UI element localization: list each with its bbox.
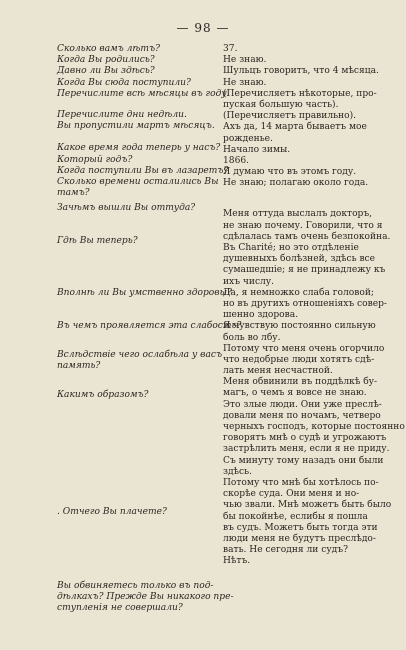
answer-line: Меня оттуда выслалъ докторъ, <box>223 209 373 220</box>
answer-line: застрѣлить меня, если я не приду. <box>223 444 390 455</box>
answer-line: рожденье. <box>223 133 273 144</box>
answer-line: Я чувствую постоянно сильную <box>223 321 376 332</box>
question-line: тамъ? <box>57 188 90 199</box>
answer-line: Ахъ да, 14 марта бываетъ мое <box>223 122 367 133</box>
question-line: ступленія не совершали? <box>57 603 183 614</box>
answers-column <box>223 44 405 567</box>
answer-line: (Перечисляетъ нѣкоторые, про- <box>223 88 377 99</box>
answer-line: Потому что мнѣ бы хотѣлось по- <box>223 477 379 488</box>
answer-line: шенно здорова. <box>223 310 299 321</box>
answer-line: Да, я немножко слаба головой; <box>223 287 374 298</box>
answer-line: ихъ числу. <box>223 276 275 287</box>
answer-line: Потому что меня очень огорчило <box>223 343 385 354</box>
answer-line: магъ, о чемъ я вовсе не знаю. <box>223 388 367 399</box>
question-line: Давно ли Вы здѣсь? <box>57 66 155 77</box>
answer-line: что недобрые люди хотятъ сдѣ- <box>223 354 375 365</box>
question-line: Когда Вы родились? <box>57 55 155 66</box>
question-line: Когда Вы сюда поступили? <box>57 77 191 88</box>
answer-line: Шульцъ говоритъ, что 4 мѣсяца. <box>223 66 379 77</box>
question-line: память? <box>57 361 101 372</box>
answer-line: но въ другихъ отношеніяхъ совер- <box>223 298 387 309</box>
answer-line: Нѣтъ. <box>223 556 251 567</box>
question-line: Въ чемъ проявляется эта слабость? <box>57 320 242 331</box>
answer-line: душевныхъ болѣзней, здѣсь все <box>223 254 376 265</box>
question-line: . Отчего Вы плачете? <box>57 506 167 517</box>
answer-line: Я думаю что въ этомъ году. <box>223 167 357 178</box>
answer-line: здѣсь. <box>223 466 252 477</box>
answer-line: пуская большую часть). <box>223 99 339 110</box>
answer-line: 37. <box>223 44 238 54</box>
question-line: Вслѣдствіе чего ослабѣла у васъ <box>57 350 223 360</box>
page-number: — 98 — <box>176 21 230 35</box>
question-line: дѣлкахъ? Прежде Вы никакого пре- <box>57 591 234 602</box>
question-line: Перечислите всѣ мѣсяцы въ году. <box>57 88 230 99</box>
question-line: Сколько времени осталились Вы <box>57 176 219 187</box>
answer-line: Съ минуту тому назадъ они были <box>223 455 384 466</box>
answer-line: чью звали. Мнѣ можетъ быть было <box>223 500 392 511</box>
answer-line: Это злые люди. Они уже преслѣ- <box>223 399 382 410</box>
question-line: Вполнѣ ли Вы умственно здоровы? <box>57 287 232 298</box>
question-line: Перечислите дни недѣли. <box>57 109 187 120</box>
question-line: Сколько вамъ лѣтъ? <box>57 44 160 54</box>
answer-line: говорятъ мнѣ о судѣ и угрожаютъ <box>223 433 387 444</box>
answer-line: черныхъ господъ, которые постоянно <box>223 422 405 432</box>
answer-line: сумашедшіе; я не принадлежу къ <box>223 265 386 276</box>
answer-line: Не знаю. <box>223 55 267 66</box>
answer-line: Не знаю; полагаю около года. <box>223 178 369 189</box>
answer-line: Въ Charité; но это отдѣленіе <box>223 243 359 253</box>
answer-line: (Перечисляетъ правильно). <box>223 111 357 122</box>
answer-line: бы покойнѣе, еслибы я пошла <box>223 511 368 522</box>
answer-line: вать. Не сегодня ли судъ? <box>223 545 348 556</box>
answer-line: Не знаю. <box>223 77 267 88</box>
question-line: Который годъ? <box>57 154 133 165</box>
question-line: Какимъ образомъ? <box>57 390 149 401</box>
question-line: Зачѣмъ вышли Вы оттуда? <box>57 203 196 214</box>
question-line: Вы обвиняетесь только въ под- <box>57 580 214 591</box>
question-line: Когда поступили Вы въ лазаретъ? <box>57 165 229 176</box>
answer-line: Меня обвинили въ поддѣлкѣ бу- <box>223 377 378 388</box>
question-line: Какое время года теперь у насъ? <box>57 143 221 154</box>
answer-line: въ судъ. Можетъ быть тогда эти <box>223 522 378 533</box>
question-line: Вы пропустили мартъ мѣсяцъ. <box>57 121 215 132</box>
question-line: Гдѣ Вы теперь? <box>57 236 138 247</box>
answer-line: не знаю почему. Говорили, что я <box>223 220 383 231</box>
answer-line: 1866. <box>223 155 250 166</box>
answer-line: сдѣлалась тамъ очень безпокойна. <box>223 231 391 242</box>
answer-line: боль во лбу. <box>223 332 281 343</box>
answer-line: скорѣе суда. Они меня и но- <box>223 489 360 500</box>
answer-line: лать меня несчастной. <box>223 366 333 377</box>
answer-line: люди меня не будутъ преслѣдо- <box>223 533 376 544</box>
answer-line: довали меня по ночамъ, четверо <box>223 410 381 421</box>
answer-line: Начало зимы. <box>223 144 291 155</box>
